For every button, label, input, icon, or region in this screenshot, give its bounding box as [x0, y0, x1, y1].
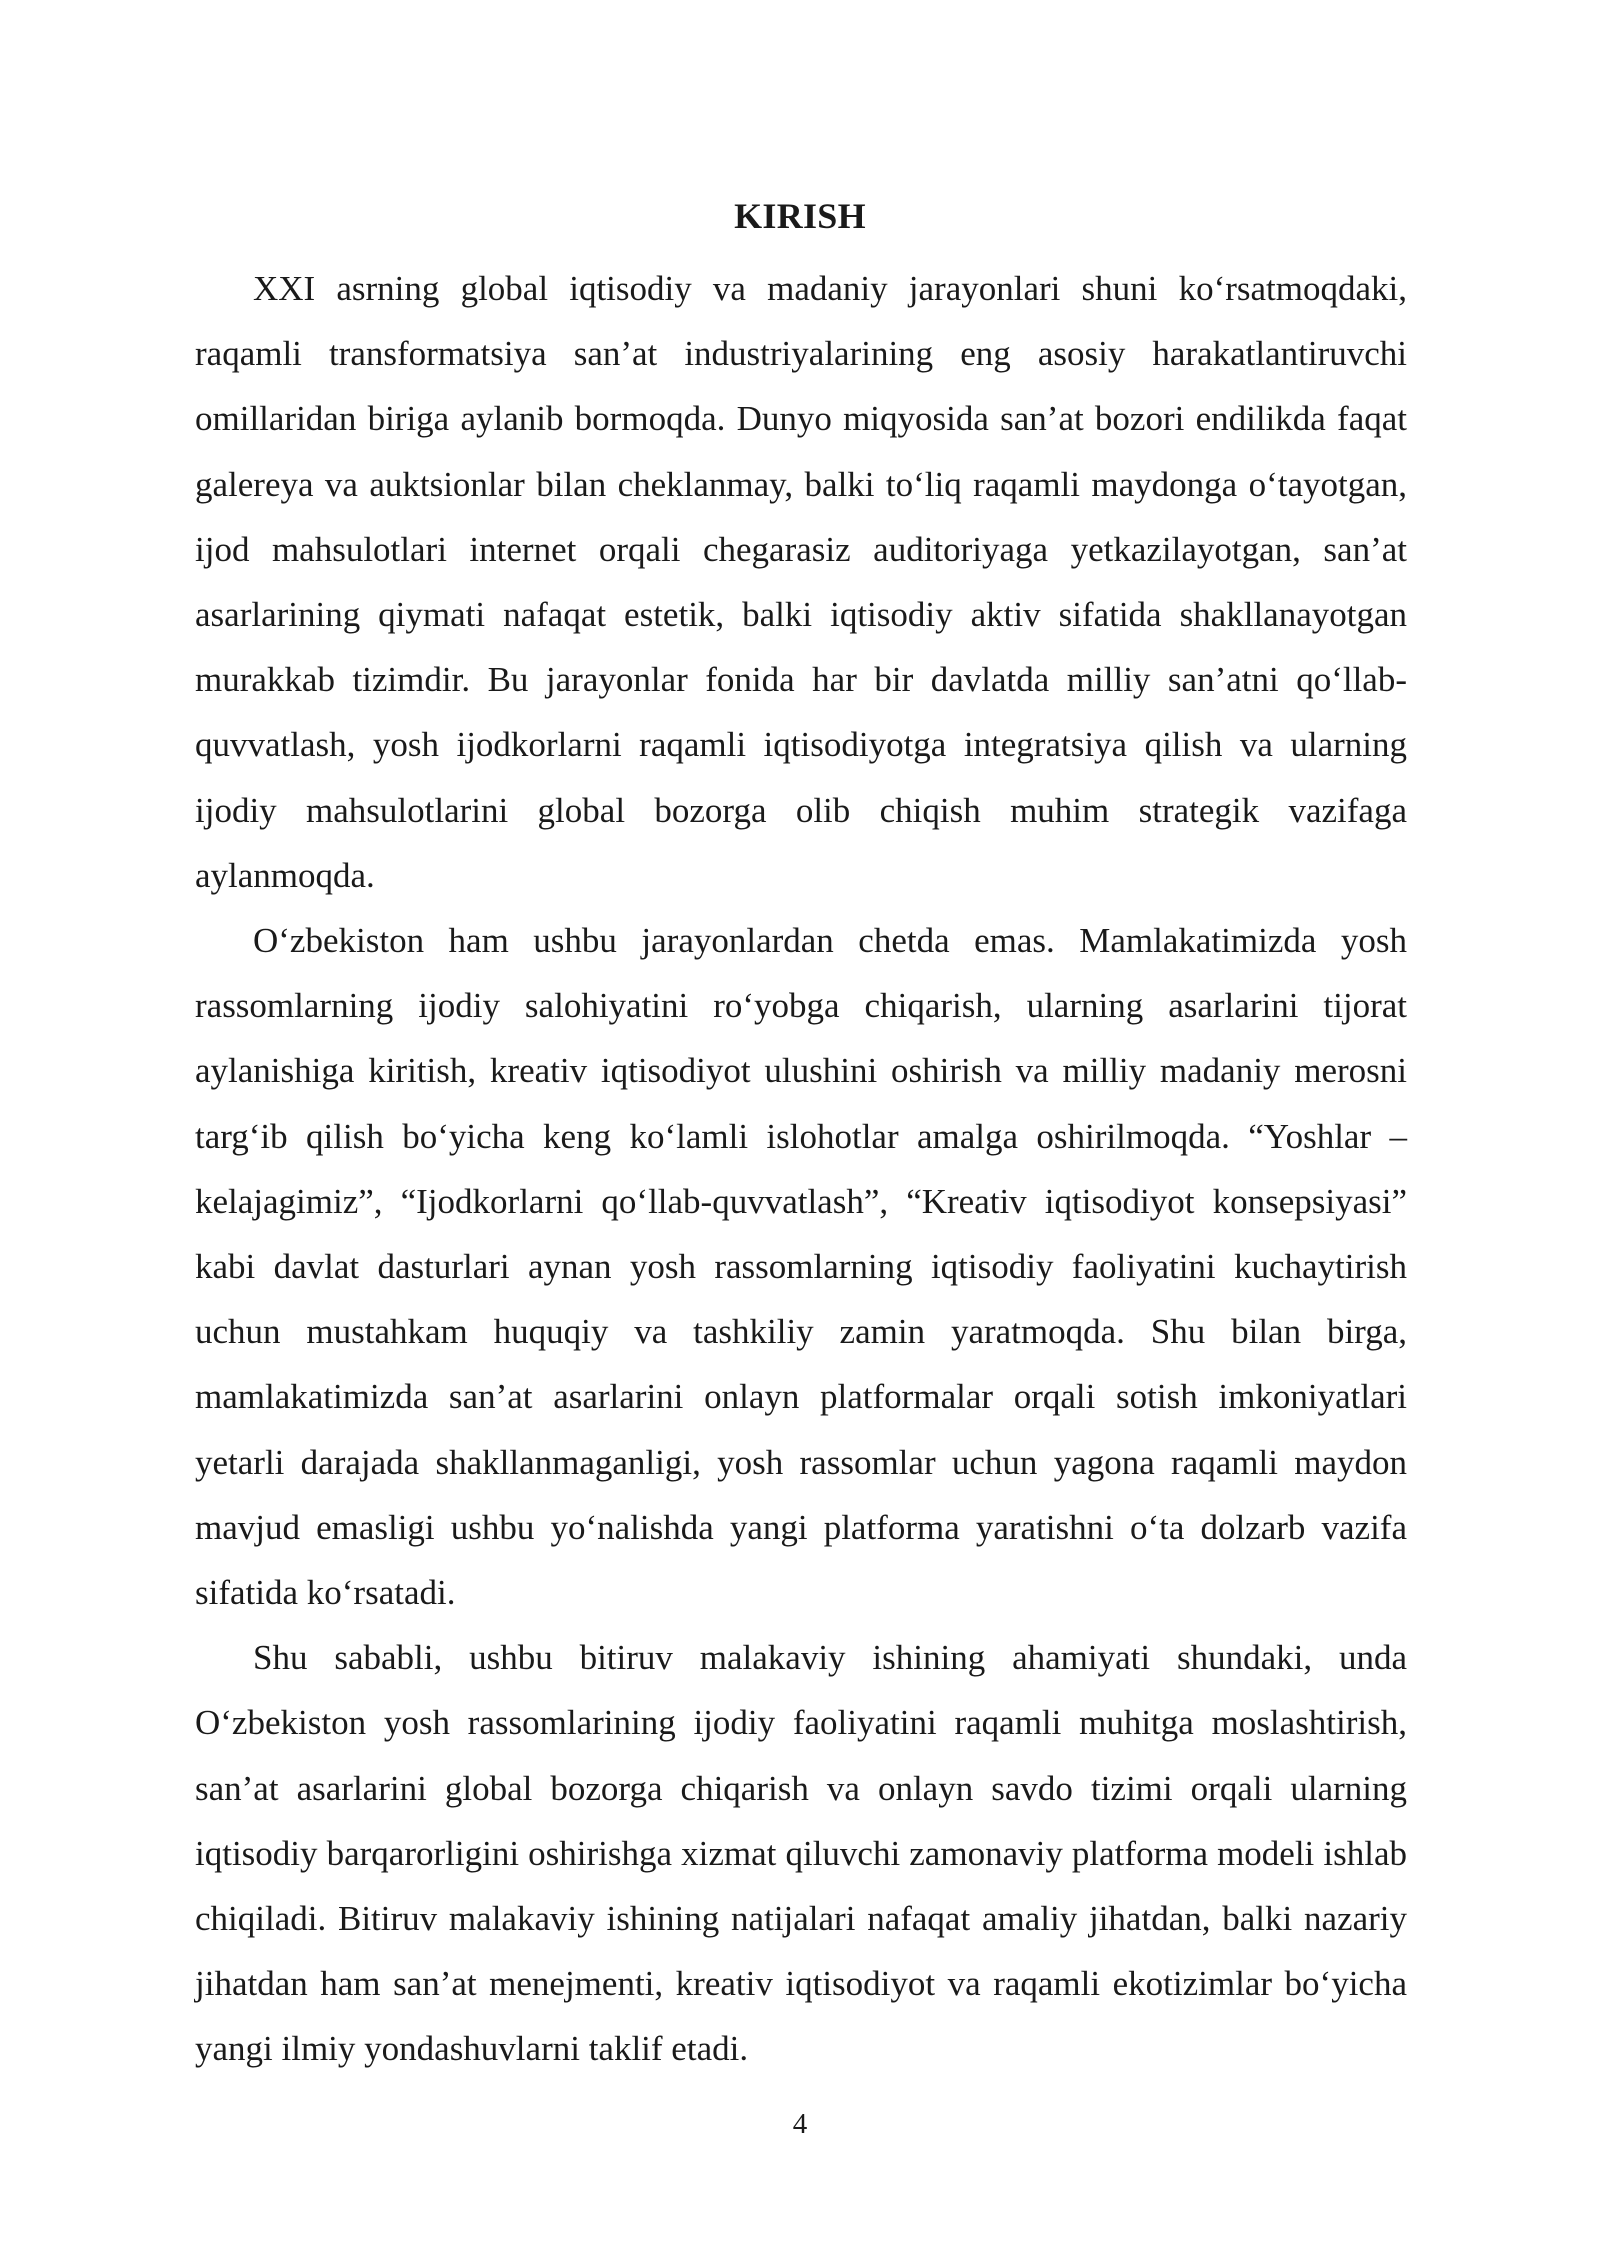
paragraph-1: XXI asrning global iqtisodiy va madaniy jarayonlari shuni ko‘rsatmoqdaki, raqamli transformatsiya san’at industriyalarining eng asosiy harakatlantiruvchi omillaridan biriga aylanib bormoqda. Dunyo miqyosida san’at bozori endilikda faqat galereya va auktsionlar bilan cheklanmay, balki to‘liq raqamli maydonga o‘tayotgan, ijod mahsulotlari internet orqali chegarasiz auditoriyaga yetkazilayotgan, san’at asarlarining qiymati nafaqat estetik, balki iqtisodiy aktiv sifatida shakllanayotgan murakkab tizimdir. Bu jarayonlar fonida har bir davlatda milliy san’atni qo‘llab-quvvatlash, yosh ijodkorlarni raqamli iqtisodiyotga integratsiya qilish va ularning ijodiy mahsulotlarini global bozorga olib chiqish muhim strategik vazifaga aylanmoqda.: [195, 269, 1407, 895]
section-title: KIRISH: [734, 196, 866, 236]
body-text: [195, 256, 1407, 2082]
page-number: 4: [792, 2108, 808, 2140]
paragraph-2: O‘zbekiston ham ushbu jarayonlardan chetda emas. Mamlakatimizda yosh rassomlarning ijodiy salohiyatini ro‘yobga chiqarish, ularning asarlarini tijorat aylanishiga kiritish, kreativ iqtisodiyot ulushini oshirish va milliy madaniy merosni targ‘ib qilish bo‘yicha keng ko‘lamli islohotlar amalga oshirilmoqda. “Yoshlar – kelajagimiz”, “Ijodkorlarni qo‘llab-quvvatlash”, “Kreativ iqtisodiyot konsepsiyasi” kabi davlat dasturlari aynan yosh rassomlarning iqtisodiy faoliyatini kuchaytirish uchun mustahkam huquqiy va tashkiliy zamin yaratmoqda. Shu bilan birga, mamlakatimizda san’at asarlarini onlayn platformalar orqali sotish imkoniyatlari yetarli darajada shakllanmaganligi, yosh rassomlar uchun yagona raqamli maydon mavjud emasligi ushbu yo‘nalishda yangi platforma yaratishni o‘ta dolzarb vazifa sifatida ko‘rsatadi.: [195, 921, 1407, 1613]
paragraph-3: Shu sababli, ushbu bitiruv malakaviy ishining ahamiyati shundaki, unda O‘zbekiston yosh rassomlarining ijodiy faoliyatini raqamli muhitga moslashtirish, san’at asarlarini global bozorga chiqarish va onlayn savdo tizimi orqali ularning iqtisodiy barqarorligini oshirishga xizmat qiluvchi zamonaviy platforma modeli ishlab chiqiladi. Bitiruv malakaviy ishining natijalari nafaqat amaliy jihatdan, balki nazariy jihatdan ham san’at menejmenti, kreativ iqtisodiyot va raqamli ekotizimlar bo‘yicha yangi ilmiy yondashuvlarni taklif etadi.: [195, 1638, 1407, 2069]
